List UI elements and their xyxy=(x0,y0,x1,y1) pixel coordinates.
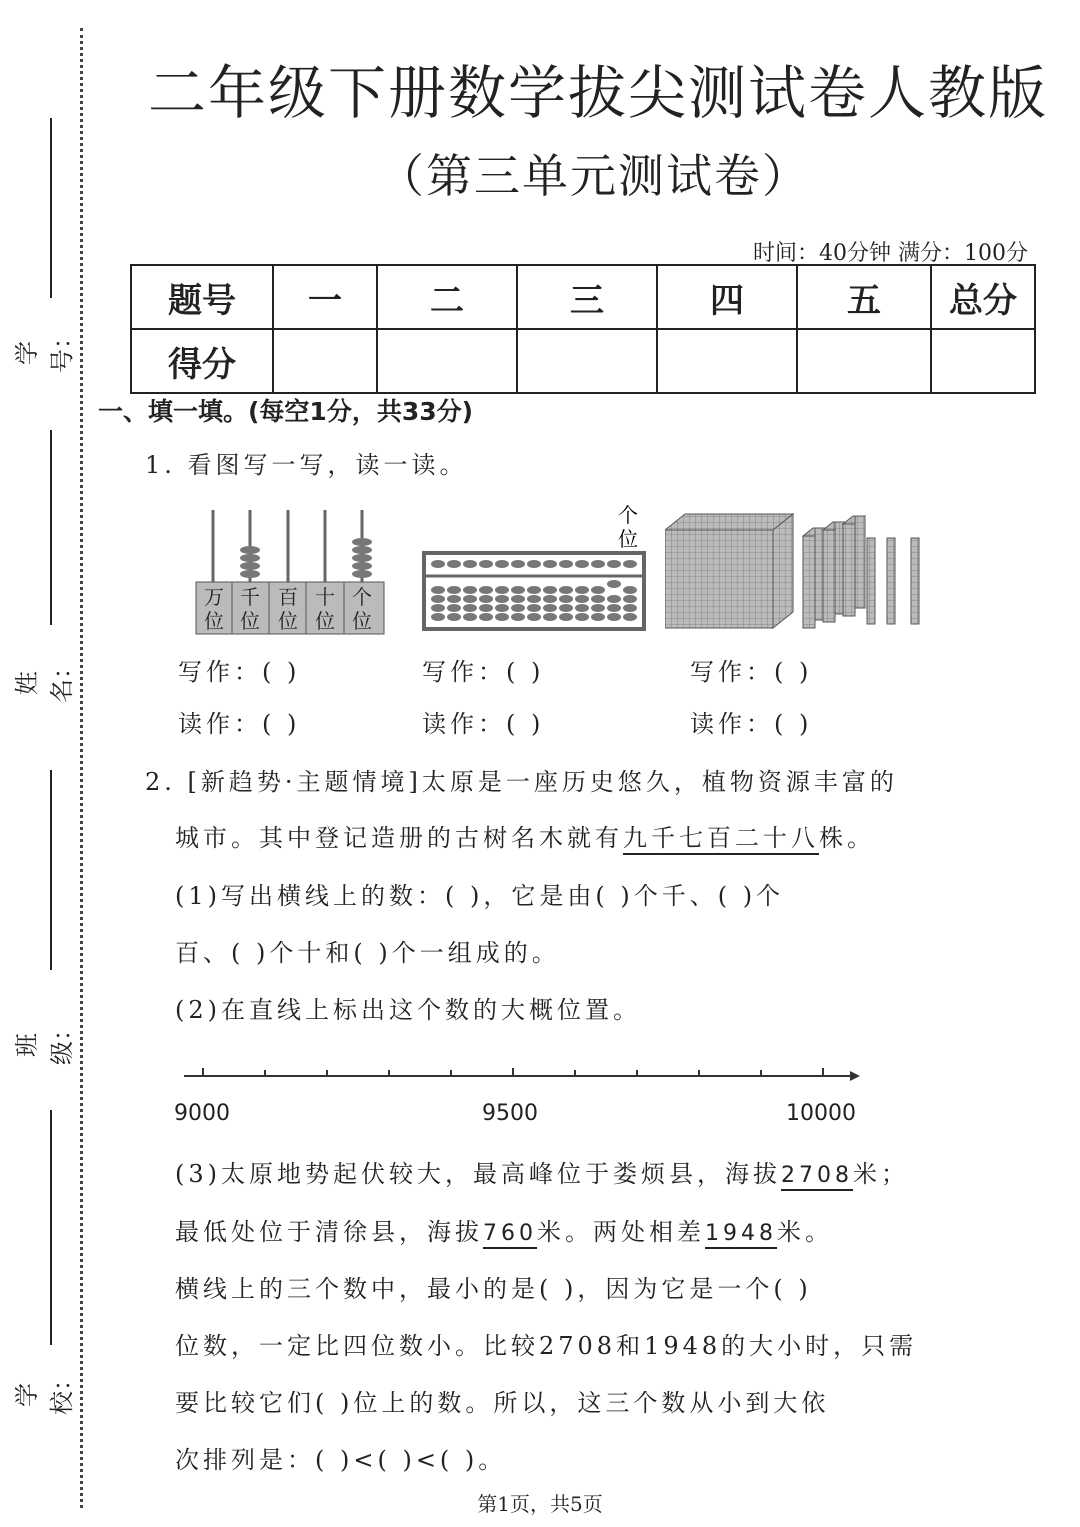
abacus-bead xyxy=(591,586,605,594)
abacus-label: 位 xyxy=(352,609,372,633)
abacus-label: 个 xyxy=(352,585,372,609)
abacus-bead xyxy=(479,560,493,568)
number-line[interactable] xyxy=(170,1060,870,1130)
tick-label-9000: 9000 xyxy=(174,1101,230,1126)
score-header: 二 xyxy=(377,265,517,329)
abacus-bead xyxy=(591,560,605,568)
q2-part3-line-4: 位数，一定比四位数小。比较2708和1948的大小时，只需 xyxy=(175,1332,918,1360)
abacus-bead xyxy=(607,613,621,621)
abacus-bead xyxy=(447,586,461,594)
abacus-bead xyxy=(575,613,589,621)
abacus-bead xyxy=(559,586,573,594)
abacus-bead xyxy=(431,613,445,621)
score-header: 五 xyxy=(797,265,931,329)
q2-part3-line-5[interactable]: 要比较它们( )位上的数。所以，这三个数从小到大依 xyxy=(175,1389,830,1417)
score-row-label: 得分 xyxy=(131,329,273,393)
abacus-bead xyxy=(479,604,493,612)
abacus-label: 位 xyxy=(315,609,335,633)
q2-part3-line-2: 最低处位于清徐县，海拔760米。两处相差1948米。 xyxy=(175,1212,833,1247)
score-header: 三 xyxy=(517,265,657,329)
abacus-bead xyxy=(543,604,557,612)
abacus-bead xyxy=(495,604,509,612)
score-header: 总分 xyxy=(931,265,1035,329)
abacus-bead xyxy=(511,586,525,594)
abacus-bead xyxy=(607,580,621,588)
abacus-bead xyxy=(447,604,461,612)
q2-part1-line-1[interactable]: (1)写出横线上的数：( )，它是由( )个千、( )个 xyxy=(175,882,785,910)
abacus-label: 位 xyxy=(278,609,298,633)
school-label: 学校： xyxy=(13,1367,76,1415)
abacus-bead xyxy=(591,595,605,603)
score-cell[interactable] xyxy=(797,329,931,393)
abacus-bead xyxy=(559,604,573,612)
abacus-bead xyxy=(463,560,477,568)
abacus-label: 万 xyxy=(204,585,224,609)
abacus-bead xyxy=(447,595,461,603)
base-ten-blocks-figure xyxy=(665,510,930,635)
abacus-bead xyxy=(543,586,557,594)
abacus-bead xyxy=(527,595,541,603)
abacus-bead xyxy=(463,595,477,603)
read-answer-3[interactable]: 读作：( ) xyxy=(690,710,813,738)
score-cell[interactable] xyxy=(273,329,377,393)
abacus-bead xyxy=(607,560,621,568)
write-answer-3[interactable]: 写作：( ) xyxy=(690,658,813,686)
abacus-bead xyxy=(447,613,461,621)
abacus-bead xyxy=(495,586,509,594)
abacus-bead xyxy=(495,613,509,621)
abacus-bead xyxy=(511,613,525,621)
binding-dashed-line xyxy=(80,28,83,1508)
abacus-bead xyxy=(543,560,557,568)
tick-label-9500: 9500 xyxy=(482,1101,538,1126)
abacus-bead xyxy=(575,586,589,594)
suanpan-figure xyxy=(418,498,650,638)
abacus-bead xyxy=(623,613,637,621)
abacus-bead xyxy=(527,586,541,594)
score-cell[interactable] xyxy=(377,329,517,393)
abacus-bead xyxy=(431,560,445,568)
counter-abacus-figure xyxy=(190,500,390,640)
class-label: 班级： xyxy=(13,1017,76,1065)
abacus-bead xyxy=(559,595,573,603)
q2-part3-line-1: (3)太原地势起伏较大，最高峰位于娄烦县，海拔2708米； xyxy=(175,1154,909,1189)
student-id-label: 学号： xyxy=(13,325,76,373)
q2-part3-line-6[interactable]: 次排列是：( )<( )<( )。 xyxy=(175,1446,507,1474)
tick-label-10000: 10000 xyxy=(786,1101,856,1126)
abacus-bead xyxy=(511,595,525,603)
score-header: 一 xyxy=(273,265,377,329)
abacus-bead xyxy=(479,613,493,621)
score-cell[interactable] xyxy=(657,329,797,393)
abacus-bead xyxy=(463,613,477,621)
q2-intro-line-2: 城市。其中登记造册的古树名木就有九千七百二十八株。 xyxy=(175,818,875,853)
abacus-bead xyxy=(527,604,541,612)
ones-place-label: 个 xyxy=(618,503,638,527)
altitude-low: 760 xyxy=(483,1221,537,1249)
abacus-bead xyxy=(575,595,589,603)
score-header: 题号 xyxy=(131,265,273,329)
abacus-bead xyxy=(543,595,557,603)
abacus-label: 十 xyxy=(315,585,335,609)
abacus-bead xyxy=(591,604,605,612)
write-answer-1[interactable]: 写作：( ) xyxy=(178,658,301,686)
abacus-label: 位 xyxy=(204,609,224,633)
abacus-label: 位 xyxy=(240,609,260,633)
score-cell[interactable] xyxy=(517,329,657,393)
abacus-bead xyxy=(575,560,589,568)
name-label: 姓名： xyxy=(13,655,76,703)
abacus-label: 百 xyxy=(278,585,298,609)
abacus-bead xyxy=(431,604,445,612)
q2-intro-line-1: 2. [新趋势·主题情境]太原是一座历史悠久，植物资源丰富的 xyxy=(145,768,898,796)
abacus-bead xyxy=(559,613,573,621)
underlined-number-text: 九千七百二十八 xyxy=(623,824,819,855)
abacus-bead xyxy=(447,560,461,568)
abacus-bead xyxy=(527,613,541,621)
abacus-bead xyxy=(543,613,557,621)
abacus-bead xyxy=(623,586,637,594)
abacus-bead xyxy=(463,586,477,594)
abacus-bead xyxy=(431,586,445,594)
section-heading: 一、填一填。(每空1分，共33分) xyxy=(98,397,474,426)
abacus-bead xyxy=(431,595,445,603)
abacus-bead xyxy=(511,560,525,568)
read-answer-1[interactable]: 读作：( ) xyxy=(178,710,301,738)
abacus-label: 千 xyxy=(240,585,260,609)
altitude-high: 2708 xyxy=(781,1163,853,1191)
abacus-bead xyxy=(623,595,637,603)
page-title: 二年级下册数学拔尖测试卷人教版 xyxy=(148,59,1049,127)
abacus-bead xyxy=(559,560,573,568)
q2-part3-line-3[interactable]: 横线上的三个数中，最小的是( )，因为它是一个( ) xyxy=(175,1275,812,1303)
abacus-bead xyxy=(495,560,509,568)
read-answer-2[interactable]: 读作：( ) xyxy=(422,710,545,738)
ones-place-label: 位 xyxy=(618,527,638,551)
abacus-bead xyxy=(495,595,509,603)
score-header: 四 xyxy=(657,265,797,329)
altitude-difference: 1948 xyxy=(705,1221,777,1249)
q2-part1-line-2[interactable]: 百、( )个十和( )个一组成的。 xyxy=(175,939,560,967)
page-footer: 第1页，共5页 xyxy=(477,1492,603,1516)
write-answer-2[interactable]: 写作：( ) xyxy=(422,658,545,686)
page-subtitle: （第三单元测试卷） xyxy=(378,149,810,203)
time-score-info: 时间：40分钟 满分：100分 xyxy=(753,241,1028,266)
question-1-title: 1. 看图写一写，读一读。 xyxy=(145,451,468,479)
score-table xyxy=(130,264,1036,394)
abacus-bead xyxy=(479,595,493,603)
abacus-bead xyxy=(575,604,589,612)
abacus-bead xyxy=(463,604,477,612)
q2-part2: (2)在直线上标出这个数的大概位置。 xyxy=(175,996,641,1024)
abacus-bead xyxy=(607,604,621,612)
abacus-bead xyxy=(527,560,541,568)
abacus-bead xyxy=(607,595,621,603)
score-cell[interactable] xyxy=(931,329,1035,393)
abacus-bead xyxy=(623,560,637,568)
abacus-bead xyxy=(511,604,525,612)
abacus-bead xyxy=(591,613,605,621)
abacus-bead xyxy=(623,604,637,612)
abacus-bead xyxy=(479,586,493,594)
